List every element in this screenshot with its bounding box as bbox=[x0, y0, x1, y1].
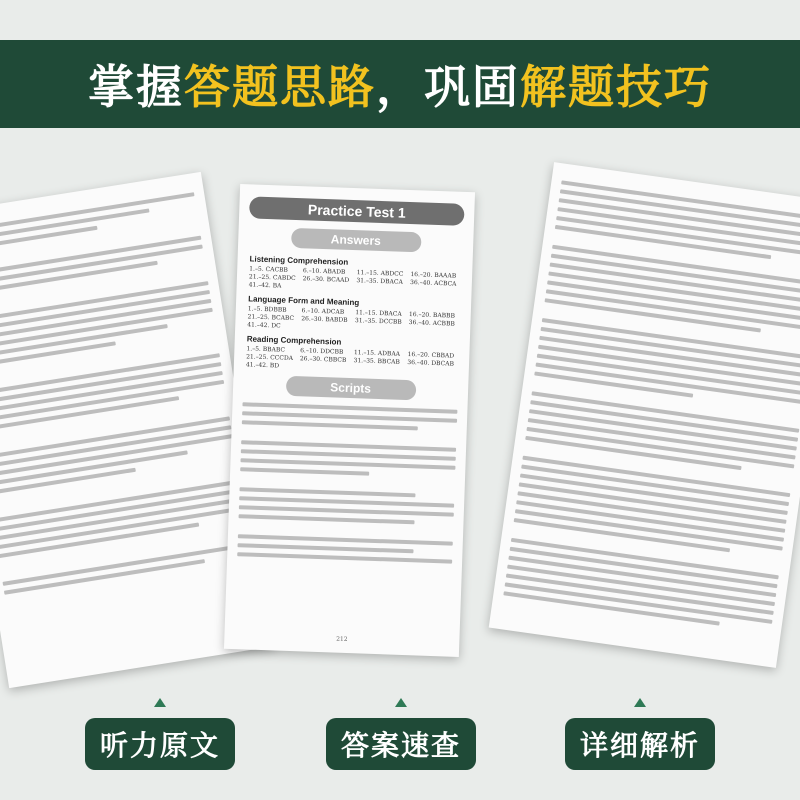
answer-cell: 41.–42. DC bbox=[247, 321, 281, 330]
answer-cell: 41.–42. BA bbox=[248, 281, 282, 290]
pointer-triangle bbox=[634, 698, 646, 707]
answer-cell: 26.–30. BABDB bbox=[301, 315, 348, 324]
answer-section-language bbox=[235, 294, 471, 336]
answer-cell: 21.–25. CCCDA bbox=[246, 353, 294, 362]
pointer-triangle bbox=[154, 698, 166, 707]
tag-listening-scripts: 听力原文 bbox=[85, 718, 235, 770]
answer-cell: 31.–35. BBCAB bbox=[353, 357, 400, 366]
footer-tags bbox=[0, 690, 800, 800]
answer-cell: 36.–40. ACBCA bbox=[409, 279, 457, 288]
tag-answer-quick-check: 答案速查 bbox=[326, 718, 476, 770]
section-title: Reading Comprehension bbox=[246, 334, 342, 347]
answer-cell: 6.–10. DDCBB bbox=[300, 347, 344, 356]
section-title: Listening Comprehension bbox=[249, 254, 349, 267]
answer-cell: 31.–35. DCCBB bbox=[354, 317, 402, 326]
answer-cell: 31.–35. DBACA bbox=[356, 277, 403, 286]
scripts-label: Scripts bbox=[285, 376, 416, 401]
top-banner bbox=[0, 40, 800, 128]
answer-cell: 1.–5. CACBB bbox=[249, 265, 289, 274]
answer-cell: 11.–15. ABDCC bbox=[356, 269, 404, 278]
banner-title-part1: 掌握 bbox=[88, 60, 184, 114]
answer-cell: 21.–25. BCABC bbox=[247, 313, 295, 323]
answer-cell: 36.–40. DBCAB bbox=[407, 358, 455, 368]
answer-cell: 6.–10. ABADB bbox=[302, 267, 346, 276]
section-title: Language Form and Meaning bbox=[248, 294, 360, 308]
banner-title-highlight2: 解题技巧 bbox=[520, 60, 712, 114]
answer-cell: 11.–15. DBACA bbox=[355, 309, 402, 318]
practice-test-header: Practice Test 1 bbox=[249, 196, 465, 225]
center-page-practice-test bbox=[224, 184, 475, 657]
answer-cell: 16.–20. CBBAD bbox=[407, 350, 455, 360]
banner-title-highlight1: 答题思路 bbox=[184, 60, 376, 114]
answer-cell: 36.–40. ACBBB bbox=[408, 319, 455, 328]
right-page-explanations bbox=[489, 162, 800, 668]
answer-cell: 21.–25. CABDC bbox=[248, 273, 296, 283]
tag-detailed-explanations: 详细解析 bbox=[565, 718, 715, 770]
answer-cell: 16.–20. BAAAB bbox=[410, 271, 457, 280]
answer-cell: 1.–5. BBABC bbox=[246, 345, 286, 354]
answer-cell: 11.–15. ADBAA bbox=[353, 349, 401, 358]
banner-title bbox=[0, 40, 800, 128]
answer-cell: 26.–30. BCAAD bbox=[302, 275, 350, 284]
answers-label: Answers bbox=[290, 228, 421, 253]
answer-section-listening bbox=[237, 254, 473, 296]
answer-cell: 16.–20. BABBB bbox=[408, 311, 456, 320]
answer-section-reading bbox=[234, 334, 470, 376]
pointer-triangle bbox=[395, 698, 407, 707]
answer-cell: 41.–42. BD bbox=[245, 361, 280, 370]
center-page-number: 212 bbox=[336, 635, 348, 644]
answer-cell: 1.–5. BDBBB bbox=[247, 305, 287, 314]
banner-title-part2: ，巩固 bbox=[376, 60, 520, 114]
answer-cell: 26.–30. CBBCB bbox=[299, 355, 347, 364]
answer-cell: 6.–10. ADCAB bbox=[301, 307, 345, 316]
